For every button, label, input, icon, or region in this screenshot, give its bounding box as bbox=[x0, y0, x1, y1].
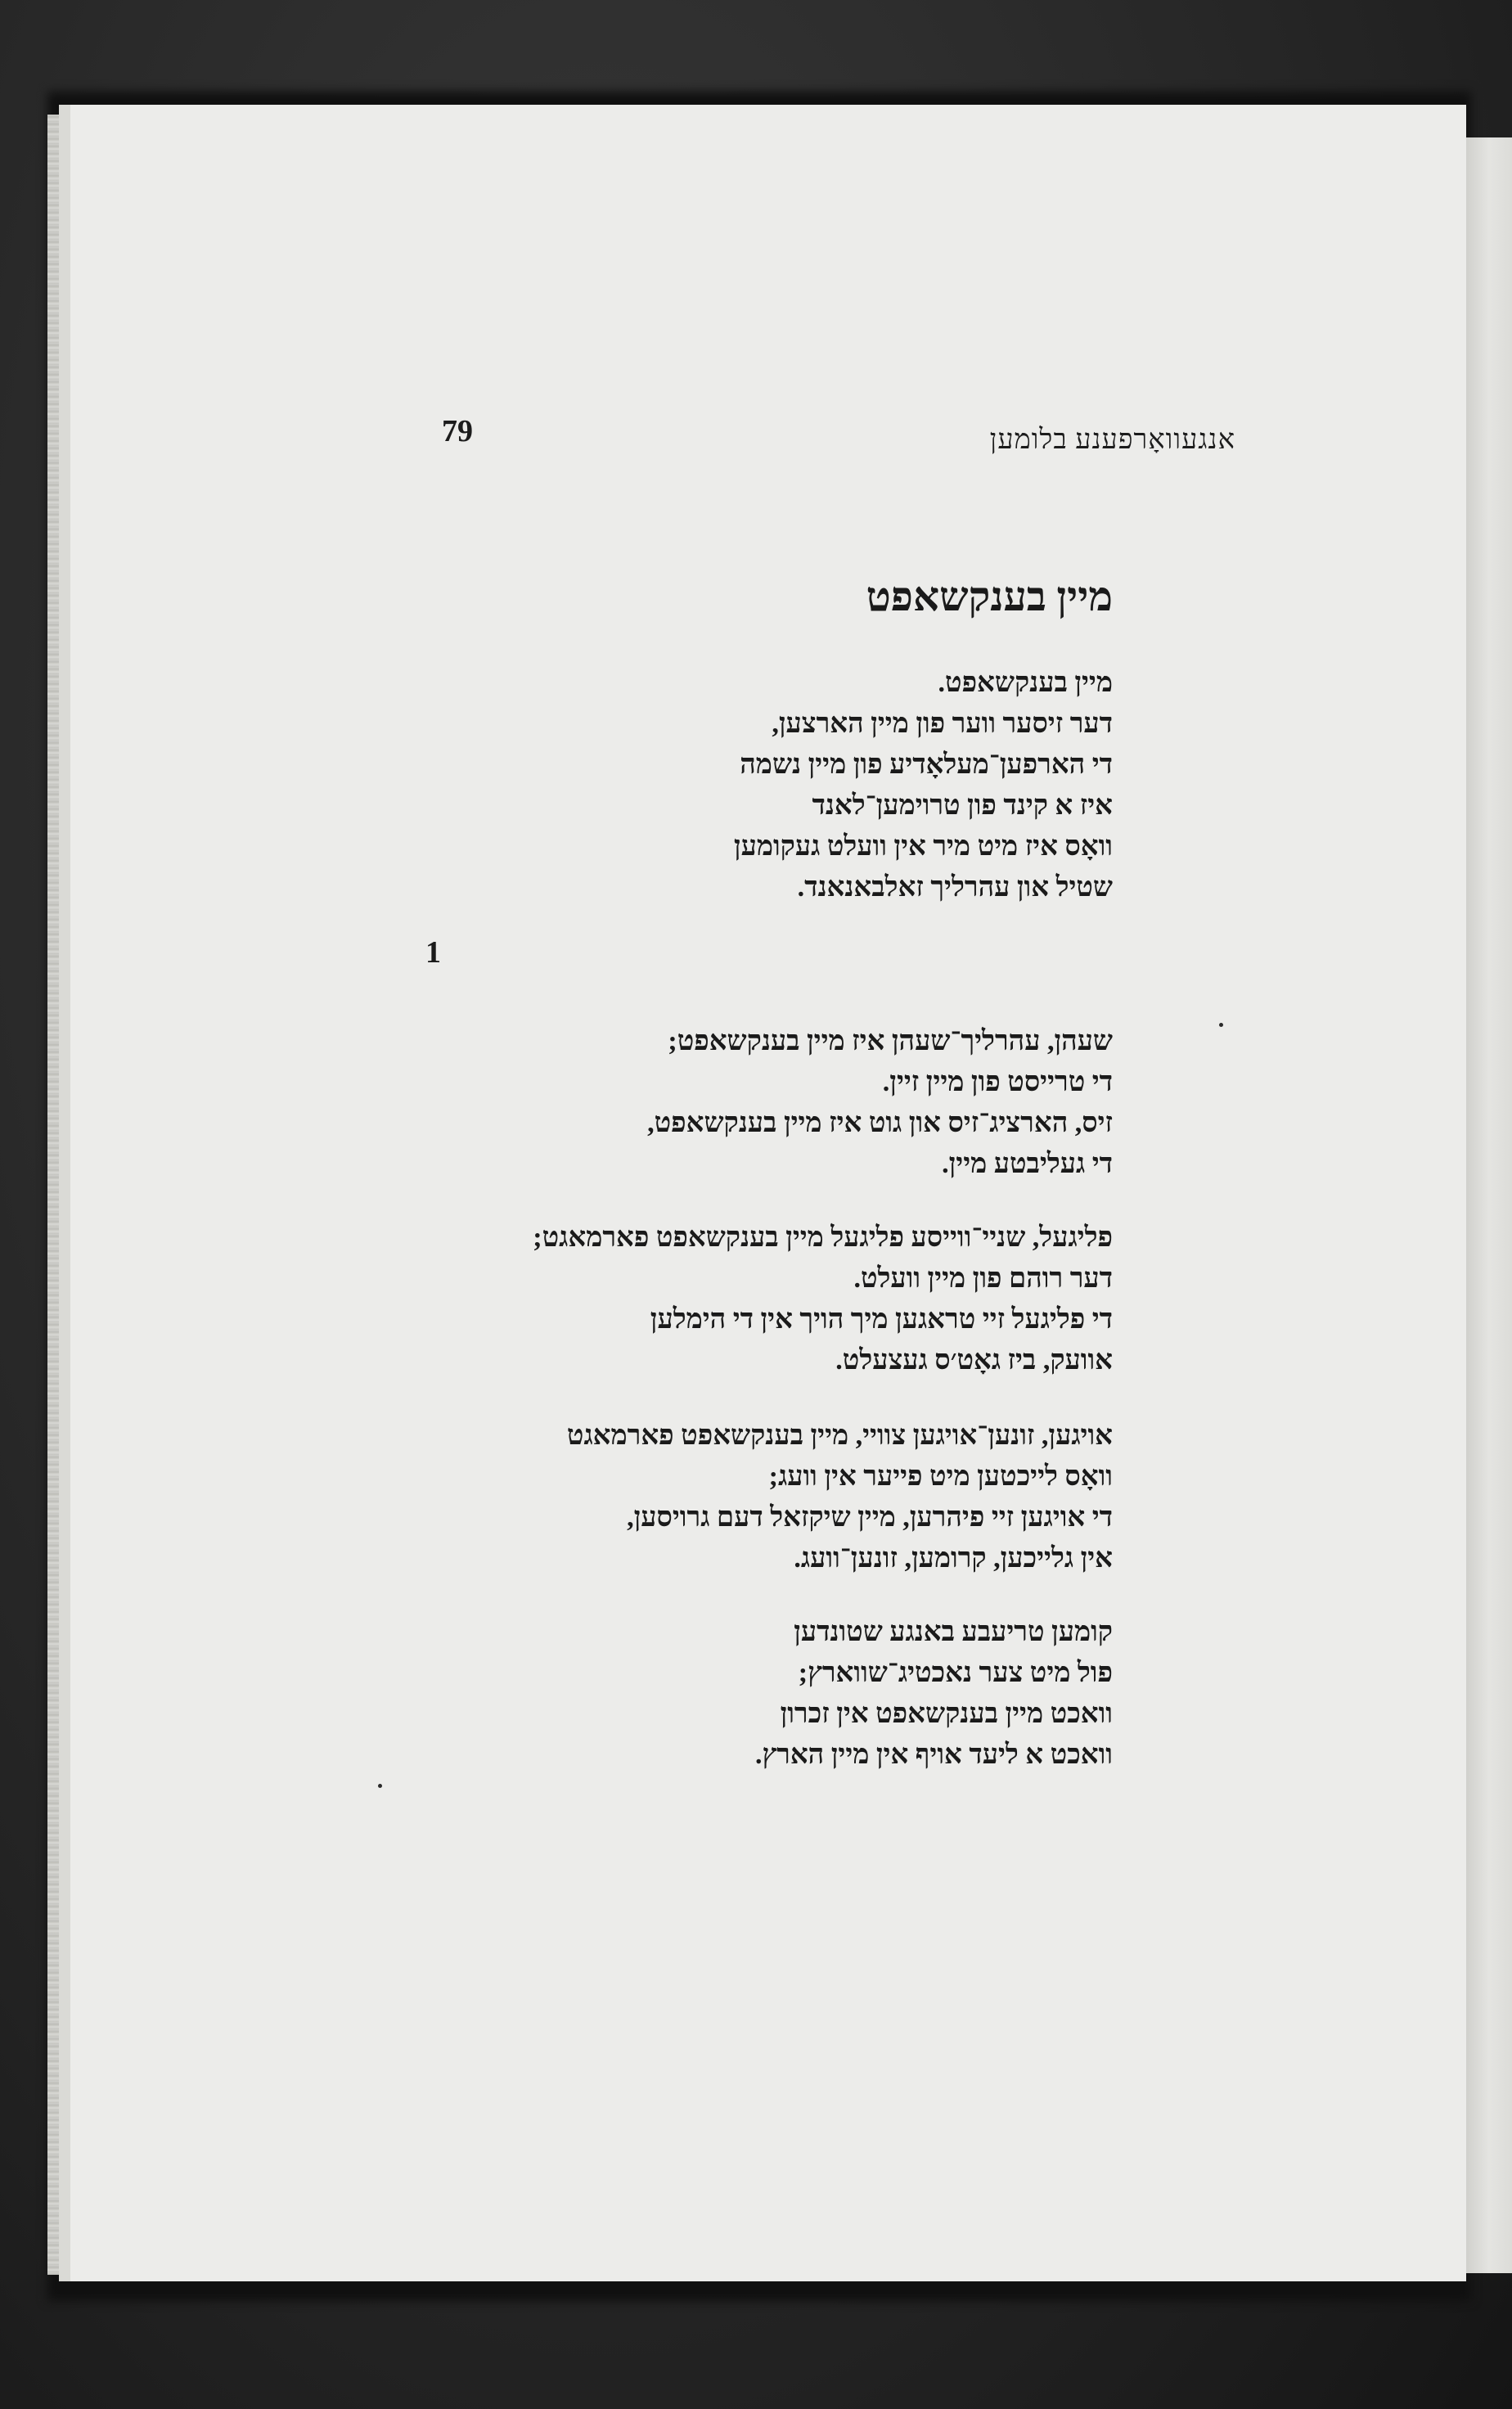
stanza-3-line: די אויגען זיי פיהרען, מיין שיקזאל דעם גרויסען, bbox=[627, 1502, 1113, 1533]
stanza-3-line: וואָס לייכטען מיט פייער אין וועג; bbox=[768, 1461, 1113, 1492]
stanza-4-line: וואכט מיין בענקשאפט אין זכרון bbox=[780, 1699, 1113, 1729]
ink-speck bbox=[1219, 1023, 1223, 1027]
intro-line: שטיל און עהרליך זאלבאנאנד. bbox=[797, 872, 1113, 903]
stanza-1-line: זיס, הארציג־זיס און גוט איז מיין בענקשאפט, bbox=[647, 1108, 1113, 1138]
stanza-1-line: שעהן, עהרליך־שעהן איז מיין בענקשאפט; bbox=[668, 1026, 1113, 1056]
poem-title: מיין בענקשאפט bbox=[866, 574, 1113, 619]
stanza-1-line: די געליבטע מיין. bbox=[942, 1149, 1113, 1179]
stanza-2-line: די פליגעל זיי טראגען מיך הויך אין די הימלען bbox=[650, 1304, 1113, 1335]
stanza-2-line: פליגעל, שניי־ווייסע פליגעל מיין בענקשאפט פארמאגט; bbox=[533, 1223, 1113, 1253]
ink-speck bbox=[1082, 72, 1090, 79]
page-header bbox=[434, 413, 1235, 462]
section-number: 1 bbox=[425, 935, 441, 970]
stanza-4-line: קומען טריעבע באנגע שטונדען bbox=[794, 1617, 1113, 1647]
stanza-4-line: וואכט א ליעד אויף אין מיין הארץ. bbox=[754, 1740, 1113, 1770]
intro-line: וואָס איז מיט מיר אין וועלט געקומען bbox=[733, 831, 1113, 862]
stanza-3-line: אין גלייכען, קרומען, זונען־וועג. bbox=[794, 1543, 1113, 1574]
stanza-1-line: די טרייסט פון מיין זיין. bbox=[882, 1067, 1113, 1097]
running-head: אנגעוואָרפענע בלומען bbox=[989, 425, 1235, 455]
ink-speck bbox=[378, 1784, 382, 1788]
stanza-4-line: פול מיט צער נאכטיג־שווארץ; bbox=[798, 1658, 1113, 1688]
stanza-2-line: דער רוהם פון מיין וועלט. bbox=[853, 1263, 1113, 1294]
intro-line: איז א קינד פון טרוימען־לאנד bbox=[812, 790, 1113, 821]
intro-line: מיין בענקשאפט. bbox=[938, 668, 1113, 698]
intro-line: די הארפען־מעלאָדיע פון מיין נשמה bbox=[740, 750, 1113, 780]
stanza-2-line: אוועק, ביז גאָט׳ס געצעלט. bbox=[835, 1345, 1113, 1376]
stanza-3-line: אויגען, זונען־אויגען צוויי, מיין בענקשאפט פארמאגט bbox=[566, 1421, 1113, 1451]
intro-line: דער זיסער ווער פון מיין הארצען, bbox=[772, 709, 1113, 739]
page-number: 79 bbox=[442, 414, 473, 448]
